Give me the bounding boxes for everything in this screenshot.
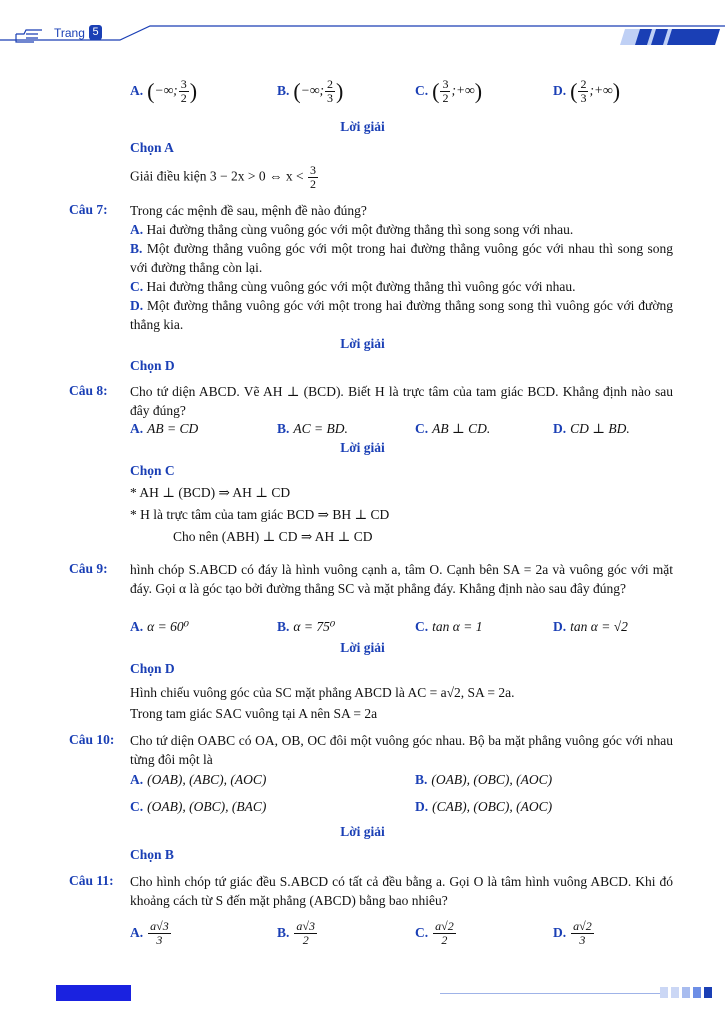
q11-option-b: B. $\frac{a√3}{2}$ <box>277 919 315 947</box>
q8-label: Câu 8: <box>69 383 108 398</box>
q9-stem: hình chóp S.ABCD có đáy là hình vuông cạnh a, tâm O. Cạnh bên SA = 2a và vuông góc với mặt đáy. Gọi α là góc tạo bởi đường thẳng SC và mặt phẳng đáy. Khẳng định nào sau đây đúng? <box>130 562 673 596</box>
q9-solution-1: Hình chiếu vuông góc của SC mặt phẳng ABCD là AC = a√2, SA = 2a. <box>130 685 515 700</box>
q8-solution-1: * AH ⊥ (BCD) ⇒ AH ⊥ CD <box>130 485 291 500</box>
q8-solution-3: Cho nên (ABH) ⊥ CD ⇒ AH ⊥ CD <box>173 529 373 544</box>
q10-solution-title: Lời giải <box>340 824 385 839</box>
q9-option-a: A. α = 60⁰ <box>130 619 189 634</box>
header-decoration <box>0 0 725 50</box>
q8-stem: Cho tứ diện ABCD. Vẽ AH ⊥ (BCD). Biết H là trực tâm của tam giác BCD. Khẳng định nào sau đây đúng? <box>130 384 673 418</box>
q10-label: Câu 10: <box>69 732 115 747</box>
q6-option-b: B. (−∞; $\frac{2}{3}$ ) <box>277 77 344 105</box>
q8-solution-2: * H là trực tâm của tam giác BCD ⇒ BH ⊥ CD <box>130 507 390 522</box>
q6-solution-line: Giải điều kiện 3 − 2x > 0 ⇔ x < $\frac{3}{2}$ <box>130 163 316 191</box>
q11-label: Câu 11: <box>69 873 114 888</box>
q9-solution-title: Lời giải <box>340 640 385 655</box>
q10-option-a: A. (OAB), (ABC), (AOC) <box>130 772 267 787</box>
q7-label: Câu 7: <box>69 202 108 217</box>
q9-solution-2: Trong tam giác SAC vuông tại A nên SA = 2a <box>130 706 378 721</box>
q9-option-b: B. α = 75⁰ <box>277 619 336 634</box>
q9-label: Câu 9: <box>69 561 108 576</box>
q6-choice: Chọn A <box>130 140 174 155</box>
q7-option-a: A. Hai đường thẳng cùng vuông góc với một đường thẳng thì song song với nhau. <box>130 222 574 237</box>
q6-option-d: D. ( $\frac{2}{3}$ ;+∞) <box>553 77 621 105</box>
q6-solution-title: Lời giải <box>340 119 385 134</box>
q8-option-a: A. AB = CD <box>130 421 199 436</box>
q11-option-c: C. $\frac{a√2}{2}$ <box>415 919 454 947</box>
q8-option-c: C. AB ⊥ CD. <box>415 421 491 436</box>
footer-bar <box>56 985 131 1001</box>
page-number: 5 <box>89 25 102 40</box>
header-title: Trang <box>54 26 85 40</box>
q8-solution-title: Lời giải <box>340 440 385 455</box>
q11-stem: Cho hình chóp tứ giác đều S.ABCD có tất cả đều bằng a. Gọi O là tâm hình vuông ABCD. Khi đó khoảng cách từ S đến mặt phẳng (ABCD) bằng bao nhiêu? <box>130 874 673 908</box>
footer-line <box>440 993 665 994</box>
q10-stem: Cho tứ diện OABC có OA, OB, OC đôi một vuông góc nhau. Bộ ba mặt phẳng vuông góc với nhau từng đôi một là <box>130 733 673 767</box>
q7-stem: Trong các mệnh đề sau, mệnh đề nào đúng? <box>130 203 367 218</box>
footer-squares-decoration <box>660 986 720 1000</box>
q10-choice: Chọn B <box>130 847 174 862</box>
q9-option-c: C. tan α = 1 <box>415 619 483 634</box>
q7-option-c: C. Hai đường thẳng cùng vuông góc với một đường thẳng thì vuông góc với nhau. <box>130 279 576 294</box>
q7-choice: Chọn D <box>130 358 175 373</box>
page-header <box>0 0 725 50</box>
q8-option-b: B. AC = BD. <box>277 421 348 436</box>
q6-option-a: A. (−∞; $\frac{3}{2}$ ) <box>130 77 198 105</box>
q10-option-b: B. (OAB), (OBC), (AOC) <box>415 772 553 787</box>
q9-option-d: D. tan α = √2 <box>553 619 628 634</box>
q10-option-d: D. (CAB), (OBC), (AOC) <box>415 799 553 814</box>
q7-option-d: D. Một đường thẳng vuông góc với một trong hai đường thẳng song song thì vuông góc với đường thẳng kia. <box>130 298 673 332</box>
q11-option-a: A. $\frac{a√3}{3}$ <box>130 919 169 947</box>
q8-choice: Chọn C <box>130 463 175 478</box>
q10-option-c: C. (OAB), (OBC), (BAC) <box>130 799 267 814</box>
q11-option-d: D. $\frac{a√2}{3}$ <box>553 919 592 947</box>
q8-option-d: D. CD ⊥ BD. <box>553 421 630 436</box>
q7-option-b: B. Một đường thẳng vuông góc với một trong hai đường thẳng vuông góc với nhau thì song song với đường thẳng còn lại. <box>130 241 674 275</box>
q7-solution-title: Lời giải <box>340 336 385 351</box>
q9-choice: Chọn D <box>130 661 175 676</box>
q7-body <box>130 201 673 334</box>
q6-option-c: C. ( $\frac{3}{2}$ ;+∞) <box>415 77 483 105</box>
